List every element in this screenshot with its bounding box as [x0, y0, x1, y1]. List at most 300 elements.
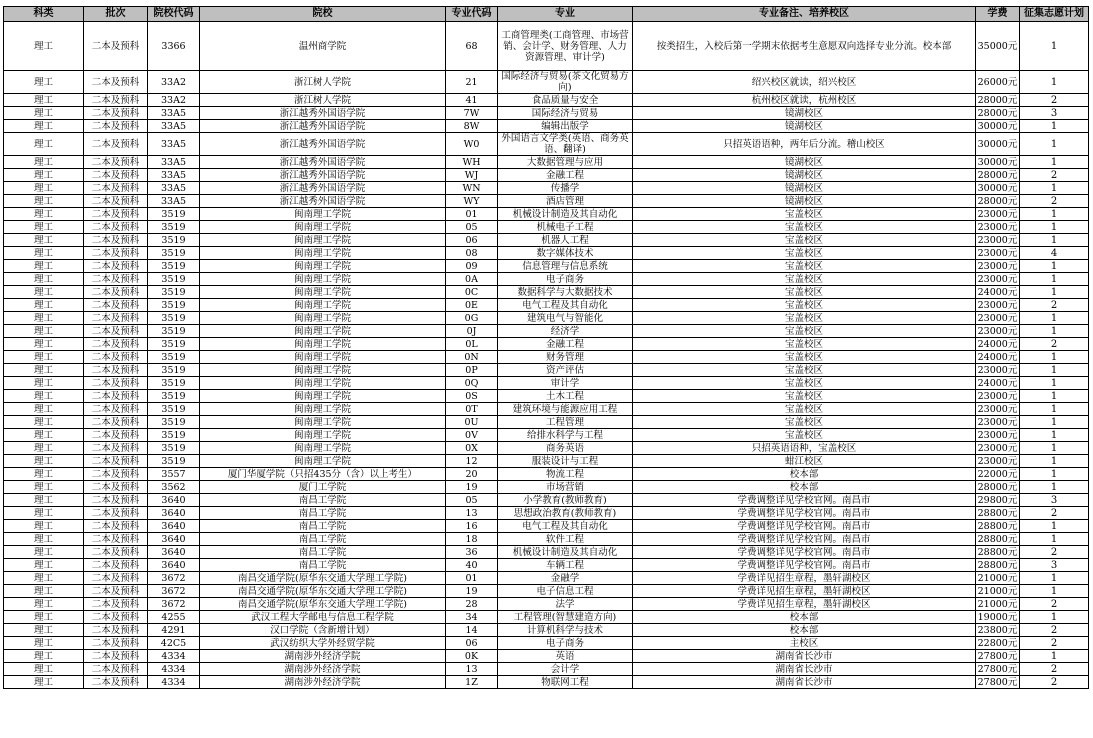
cell-plan: 1 [1020, 286, 1089, 299]
table-row [4, 455, 1089, 468]
cell-remarks-campus: 学费详见招生章程，墨轩湖校区 [633, 598, 976, 611]
cell-major: 会计学 [498, 663, 633, 676]
cell-plan: 4 [1020, 247, 1089, 260]
cell-remarks-campus: 宝盖校区 [633, 221, 976, 234]
cell-school-code: 3366 [148, 22, 200, 71]
cell-major-code: 8W [446, 120, 498, 133]
table-row [4, 377, 1089, 390]
cell-school-code: 4291 [148, 624, 200, 637]
cell-tuition: 23000元 [976, 247, 1020, 260]
cell-tuition: 23800元 [976, 624, 1020, 637]
cell-remarks-campus: 宝盖校区 [633, 208, 976, 221]
cell-tuition: 23000元 [976, 455, 1020, 468]
cell-school-code: 3519 [148, 442, 200, 455]
cell-remarks-campus: 宝盖校区 [633, 299, 976, 312]
cell-batch: 二本及预科 [84, 598, 148, 611]
cell-major-code: 21 [446, 71, 498, 94]
cell-batch: 二本及预科 [84, 403, 148, 416]
cell-tuition: 23000元 [976, 442, 1020, 455]
cell-school-code: 3519 [148, 377, 200, 390]
cell-school-code: 3519 [148, 429, 200, 442]
cell-tuition: 28800元 [976, 507, 1020, 520]
cell-remarks-campus: 宝盖校区 [633, 351, 976, 364]
cell-school: 闽南理工学院 [200, 299, 446, 312]
cell-tuition: 23000元 [976, 208, 1020, 221]
cell-tuition: 21000元 [976, 585, 1020, 598]
cell-school: 南昌工学院 [200, 520, 446, 533]
cell-tuition: 27800元 [976, 650, 1020, 663]
cell-remarks-campus: 宝盖校区 [633, 403, 976, 416]
cell-major: 工程管理 [498, 416, 633, 429]
cell-major: 食品质量与安全 [498, 94, 633, 107]
cell-tuition: 23000元 [976, 390, 1020, 403]
cell-remarks-campus: 蚶江校区 [633, 455, 976, 468]
cell-category: 理工 [4, 572, 84, 585]
cell-remarks-campus: 宝盖校区 [633, 234, 976, 247]
table-row [4, 71, 1089, 94]
cell-tuition: 23000元 [976, 364, 1020, 377]
cell-plan: 1 [1020, 390, 1089, 403]
cell-category: 理工 [4, 481, 84, 494]
cell-remarks-campus: 湖南省长沙市 [633, 650, 976, 663]
cell-major: 英语 [498, 650, 633, 663]
cell-school: 浙江越秀外国语学院 [200, 107, 446, 120]
cell-category: 理工 [4, 133, 84, 156]
cell-school: 闽南理工学院 [200, 338, 446, 351]
cell-remarks-campus: 湖南省长沙市 [633, 676, 976, 689]
table-row [4, 624, 1089, 637]
cell-batch: 二本及预科 [84, 208, 148, 221]
table-row [4, 234, 1089, 247]
cell-school-code: 3519 [148, 416, 200, 429]
cell-major-code: 1Z [446, 676, 498, 689]
cell-tuition: 28800元 [976, 520, 1020, 533]
cell-batch: 二本及预科 [84, 338, 148, 351]
cell-school-code: 3557 [148, 468, 200, 481]
cell-remarks-campus: 湖南省长沙市 [633, 663, 976, 676]
cell-remarks-campus: 宝盖校区 [633, 390, 976, 403]
cell-major-code: 36 [446, 546, 498, 559]
cell-category: 理工 [4, 94, 84, 107]
cell-tuition: 24000元 [976, 351, 1020, 364]
cell-school-code: 3519 [148, 364, 200, 377]
cell-plan: 3 [1020, 559, 1089, 572]
cell-school-code: 33A5 [148, 169, 200, 182]
cell-batch: 二本及预科 [84, 221, 148, 234]
cell-school-code: 3519 [148, 325, 200, 338]
cell-school: 闽南理工学院 [200, 403, 446, 416]
cell-major: 电子商务 [498, 273, 633, 286]
cell-tuition: 28000元 [976, 481, 1020, 494]
cell-remarks-campus: 镜湖校区 [633, 195, 976, 208]
cell-category: 理工 [4, 221, 84, 234]
cell-remarks-campus: 按类招生，入校后第一学期末依据考生意愿双向选择专业分流。校本部 [633, 22, 976, 71]
cell-major-code: 01 [446, 572, 498, 585]
cell-plan: 1 [1020, 221, 1089, 234]
cell-school: 闽南理工学院 [200, 208, 446, 221]
cell-category: 理工 [4, 546, 84, 559]
cell-major: 建筑环境与能源应用工程 [498, 403, 633, 416]
cell-batch: 二本及预科 [84, 71, 148, 94]
table-row [4, 507, 1089, 520]
cell-major-code: 13 [446, 507, 498, 520]
cell-school-code: 4334 [148, 676, 200, 689]
cell-remarks-campus: 只招英语语种，两年后分流。稽山校区 [633, 133, 976, 156]
cell-school: 闽南理工学院 [200, 416, 446, 429]
cell-batch: 二本及预科 [84, 663, 148, 676]
cell-plan: 2 [1020, 94, 1089, 107]
cell-plan: 1 [1020, 572, 1089, 585]
cell-remarks-campus: 校本部 [633, 481, 976, 494]
cell-plan: 2 [1020, 624, 1089, 637]
cell-major: 土木工程 [498, 390, 633, 403]
cell-major-code: 01 [446, 208, 498, 221]
cell-major-code: 14 [446, 624, 498, 637]
cell-tuition: 29800元 [976, 494, 1020, 507]
table-row [4, 22, 1089, 71]
cell-school: 闽南理工学院 [200, 312, 446, 325]
admission-plan-sheet [3, 6, 1089, 689]
cell-plan: 3 [1020, 107, 1089, 120]
header-major: 专业 [498, 7, 633, 22]
cell-batch: 二本及预科 [84, 507, 148, 520]
cell-remarks-campus: 宝盖校区 [633, 286, 976, 299]
cell-batch: 二本及预科 [84, 260, 148, 273]
cell-tuition: 23000元 [976, 312, 1020, 325]
table-row [4, 299, 1089, 312]
cell-category: 理工 [4, 611, 84, 624]
cell-school: 闽南理工学院 [200, 429, 446, 442]
cell-batch: 二本及预科 [84, 107, 148, 120]
cell-school-code: 33A5 [148, 120, 200, 133]
table-row [4, 663, 1089, 676]
cell-major: 机器人工程 [498, 234, 633, 247]
cell-category: 理工 [4, 429, 84, 442]
cell-school: 湖南涉外经济学院 [200, 676, 446, 689]
cell-school-code: 3519 [148, 390, 200, 403]
cell-school-code: 3519 [148, 221, 200, 234]
cell-school-code: 33A5 [148, 133, 200, 156]
cell-batch: 二本及预科 [84, 234, 148, 247]
cell-category: 理工 [4, 182, 84, 195]
cell-plan: 1 [1020, 351, 1089, 364]
cell-plan: 1 [1020, 273, 1089, 286]
cell-major: 数据科学与大数据技术 [498, 286, 633, 299]
cell-remarks-campus: 宝盖校区 [633, 429, 976, 442]
cell-school: 闽南理工学院 [200, 325, 446, 338]
cell-major-code: 06 [446, 234, 498, 247]
cell-school: 南昌工学院 [200, 494, 446, 507]
cell-tuition: 23000元 [976, 234, 1020, 247]
cell-plan: 1 [1020, 403, 1089, 416]
cell-major: 机械设计制造及其自动化 [498, 208, 633, 221]
cell-plan: 2 [1020, 546, 1089, 559]
table-row [4, 637, 1089, 650]
cell-school-code: 3640 [148, 507, 200, 520]
cell-major-code: 08 [446, 247, 498, 260]
cell-category: 理工 [4, 312, 84, 325]
cell-remarks-campus: 只招英语语种，宝盖校区 [633, 442, 976, 455]
cell-major: 车辆工程 [498, 559, 633, 572]
cell-school: 武汉纺织大学外经贸学院 [200, 637, 446, 650]
cell-major-code: 18 [446, 533, 498, 546]
cell-plan: 1 [1020, 611, 1089, 624]
cell-tuition: 30000元 [976, 120, 1020, 133]
cell-school: 南昌交通学院(原华东交通大学理工学院) [200, 585, 446, 598]
cell-major: 数字媒体技术 [498, 247, 633, 260]
cell-category: 理工 [4, 351, 84, 364]
cell-major: 资产评估 [498, 364, 633, 377]
cell-category: 理工 [4, 169, 84, 182]
cell-major-code: 05 [446, 221, 498, 234]
cell-school-code: 3519 [148, 286, 200, 299]
cell-batch: 二本及预科 [84, 611, 148, 624]
cell-major-code: 06 [446, 637, 498, 650]
cell-major: 信息管理与信息系统 [498, 260, 633, 273]
cell-school-code: 33A5 [148, 195, 200, 208]
cell-school: 温州商学院 [200, 22, 446, 71]
cell-tuition: 23000元 [976, 260, 1020, 273]
cell-category: 理工 [4, 390, 84, 403]
table-row [4, 403, 1089, 416]
cell-batch: 二本及预科 [84, 650, 148, 663]
cell-plan: 2 [1020, 169, 1089, 182]
cell-category: 理工 [4, 663, 84, 676]
cell-plan: 1 [1020, 208, 1089, 221]
table-row [4, 520, 1089, 533]
cell-tuition: 35000元 [976, 22, 1020, 71]
table-row [4, 494, 1089, 507]
cell-batch: 二本及预科 [84, 533, 148, 546]
cell-category: 理工 [4, 247, 84, 260]
cell-major: 法学 [498, 598, 633, 611]
cell-major-code: 13 [446, 663, 498, 676]
cell-tuition: 28800元 [976, 559, 1020, 572]
cell-tuition: 24000元 [976, 286, 1020, 299]
cell-remarks-campus: 镜湖校区 [633, 182, 976, 195]
cell-batch: 二本及预科 [84, 325, 148, 338]
cell-category: 理工 [4, 273, 84, 286]
header-category: 科类 [4, 7, 84, 22]
cell-school-code: 33A2 [148, 71, 200, 94]
cell-major-code: 0E [446, 299, 498, 312]
cell-school-code: 3519 [148, 312, 200, 325]
cell-major: 小学教育(教师教育) [498, 494, 633, 507]
cell-tuition: 26000元 [976, 71, 1020, 94]
cell-plan: 2 [1020, 338, 1089, 351]
cell-major: 机械电子工程 [498, 221, 633, 234]
cell-school: 厦门工学院 [200, 481, 446, 494]
cell-school: 闽南理工学院 [200, 390, 446, 403]
table-row [4, 533, 1089, 546]
cell-major-code: 0L [446, 338, 498, 351]
cell-school-code: 3672 [148, 585, 200, 598]
cell-batch: 二本及预科 [84, 416, 148, 429]
header-plan: 征集志愿计划 [1020, 7, 1089, 22]
cell-tuition: 27800元 [976, 663, 1020, 676]
cell-batch: 二本及预科 [84, 520, 148, 533]
cell-batch: 二本及预科 [84, 351, 148, 364]
cell-school: 南昌工学院 [200, 533, 446, 546]
cell-major: 金融工程 [498, 338, 633, 351]
table-row [4, 156, 1089, 169]
cell-category: 理工 [4, 468, 84, 481]
cell-plan: 1 [1020, 416, 1089, 429]
cell-tuition: 23000元 [976, 299, 1020, 312]
cell-batch: 二本及预科 [84, 676, 148, 689]
cell-batch: 二本及预科 [84, 299, 148, 312]
cell-major: 工商管理类(工商管理、市场营销、会计学、财务管理、人力资源管理、审计学) [498, 22, 633, 71]
cell-batch: 二本及预科 [84, 494, 148, 507]
cell-major: 传播学 [498, 182, 633, 195]
cell-category: 理工 [4, 559, 84, 572]
table-row [4, 585, 1089, 598]
cell-major: 财务管理 [498, 351, 633, 364]
cell-plan: 1 [1020, 234, 1089, 247]
table-row [4, 481, 1089, 494]
cell-batch: 二本及预科 [84, 133, 148, 156]
cell-remarks-campus: 校本部 [633, 624, 976, 637]
cell-plan: 3 [1020, 494, 1089, 507]
cell-major: 外国语言文学类(英语、商务英语、翻译) [498, 133, 633, 156]
cell-category: 理工 [4, 208, 84, 221]
cell-batch: 二本及预科 [84, 377, 148, 390]
cell-major-code: 0K [446, 650, 498, 663]
cell-major-code: WJ [446, 169, 498, 182]
cell-major-code: 41 [446, 94, 498, 107]
cell-major-code: 09 [446, 260, 498, 273]
cell-category: 理工 [4, 377, 84, 390]
cell-batch: 二本及预科 [84, 22, 148, 71]
table-row [4, 650, 1089, 663]
cell-plan: 1 [1020, 468, 1089, 481]
table-row [4, 260, 1089, 273]
table-row [4, 468, 1089, 481]
cell-major-code: 28 [446, 598, 498, 611]
cell-tuition: 22000元 [976, 468, 1020, 481]
cell-school: 浙江越秀外国语学院 [200, 156, 446, 169]
cell-major: 工程管理(智慧建造方向) [498, 611, 633, 624]
cell-major-code: 34 [446, 611, 498, 624]
cell-school: 南昌交通学院(原华东交通大学理工学院) [200, 572, 446, 585]
cell-category: 理工 [4, 442, 84, 455]
cell-remarks-campus: 学费详见招生章程，墨轩湖校区 [633, 572, 976, 585]
cell-school: 厦门华厦学院（只招435分（含）以上考生） [200, 468, 446, 481]
table-body [4, 22, 1089, 689]
cell-school-code: 3672 [148, 598, 200, 611]
cell-major-code: 0U [446, 416, 498, 429]
cell-major-code: 0N [446, 351, 498, 364]
cell-plan: 1 [1020, 325, 1089, 338]
cell-plan: 2 [1020, 195, 1089, 208]
table-row [4, 559, 1089, 572]
cell-category: 理工 [4, 195, 84, 208]
cell-remarks-campus: 宝盖校区 [633, 325, 976, 338]
cell-tuition: 24000元 [976, 338, 1020, 351]
cell-category: 理工 [4, 260, 84, 273]
cell-school-code: 3640 [148, 546, 200, 559]
cell-category: 理工 [4, 520, 84, 533]
cell-school-code: 3519 [148, 247, 200, 260]
cell-tuition: 30000元 [976, 156, 1020, 169]
cell-major-code: WY [446, 195, 498, 208]
cell-major: 计算机科学与技术 [498, 624, 633, 637]
table-row [4, 94, 1089, 107]
cell-batch: 二本及预科 [84, 364, 148, 377]
cell-major-code: 19 [446, 585, 498, 598]
cell-remarks-campus: 学费调整详见学校官网。南昌市 [633, 546, 976, 559]
cell-tuition: 28800元 [976, 546, 1020, 559]
cell-category: 理工 [4, 650, 84, 663]
cell-plan: 1 [1020, 71, 1089, 94]
cell-batch: 二本及预科 [84, 169, 148, 182]
cell-batch: 二本及预科 [84, 468, 148, 481]
cell-category: 理工 [4, 286, 84, 299]
cell-school-code: 3640 [148, 559, 200, 572]
cell-school: 闽南理工学院 [200, 364, 446, 377]
cell-major-code: 0S [446, 390, 498, 403]
cell-school: 闽南理工学院 [200, 247, 446, 260]
table-row [4, 429, 1089, 442]
cell-major-code: 20 [446, 468, 498, 481]
cell-plan: 2 [1020, 637, 1089, 650]
cell-category: 理工 [4, 585, 84, 598]
cell-plan: 1 [1020, 481, 1089, 494]
cell-school-code: 3519 [148, 234, 200, 247]
cell-plan: 1 [1020, 312, 1089, 325]
cell-batch: 二本及预科 [84, 273, 148, 286]
cell-tuition: 19000元 [976, 611, 1020, 624]
cell-school-code: 3519 [148, 273, 200, 286]
cell-remarks-campus: 宝盖校区 [633, 377, 976, 390]
table-row [4, 182, 1089, 195]
cell-major: 国际经济与贸易(茶文化贸易方向) [498, 71, 633, 94]
table-row [4, 169, 1089, 182]
cell-school-code: 3562 [148, 481, 200, 494]
cell-major-code: 12 [446, 455, 498, 468]
cell-batch: 二本及预科 [84, 390, 148, 403]
cell-batch: 二本及预科 [84, 182, 148, 195]
cell-school: 浙江树人学院 [200, 94, 446, 107]
cell-major-code: WH [446, 156, 498, 169]
cell-school-code: 3640 [148, 520, 200, 533]
cell-school: 闽南理工学院 [200, 377, 446, 390]
cell-school: 闽南理工学院 [200, 455, 446, 468]
cell-remarks-campus: 宝盖校区 [633, 338, 976, 351]
cell-major-code: 0A [446, 273, 498, 286]
cell-plan: 1 [1020, 133, 1089, 156]
cell-school: 浙江越秀外国语学院 [200, 182, 446, 195]
cell-school: 南昌工学院 [200, 559, 446, 572]
cell-major-code: 0Q [446, 377, 498, 390]
cell-major: 国际经济与贸易 [498, 107, 633, 120]
cell-school-code: 3672 [148, 572, 200, 585]
cell-remarks-campus: 主校区 [633, 637, 976, 650]
cell-school-code: 42C5 [148, 637, 200, 650]
cell-major: 建筑电气与智能化 [498, 312, 633, 325]
cell-major: 电子信息工程 [498, 585, 633, 598]
cell-category: 理工 [4, 624, 84, 637]
table-row [4, 598, 1089, 611]
cell-plan: 2 [1020, 676, 1089, 689]
header-remarks-campus: 专业备注、培养校区 [633, 7, 976, 22]
cell-batch: 二本及预科 [84, 286, 148, 299]
cell-category: 理工 [4, 156, 84, 169]
cell-school-code: 33A5 [148, 182, 200, 195]
cell-category: 理工 [4, 325, 84, 338]
cell-school-code: 33A5 [148, 107, 200, 120]
cell-major: 电气工程及其自动化 [498, 520, 633, 533]
